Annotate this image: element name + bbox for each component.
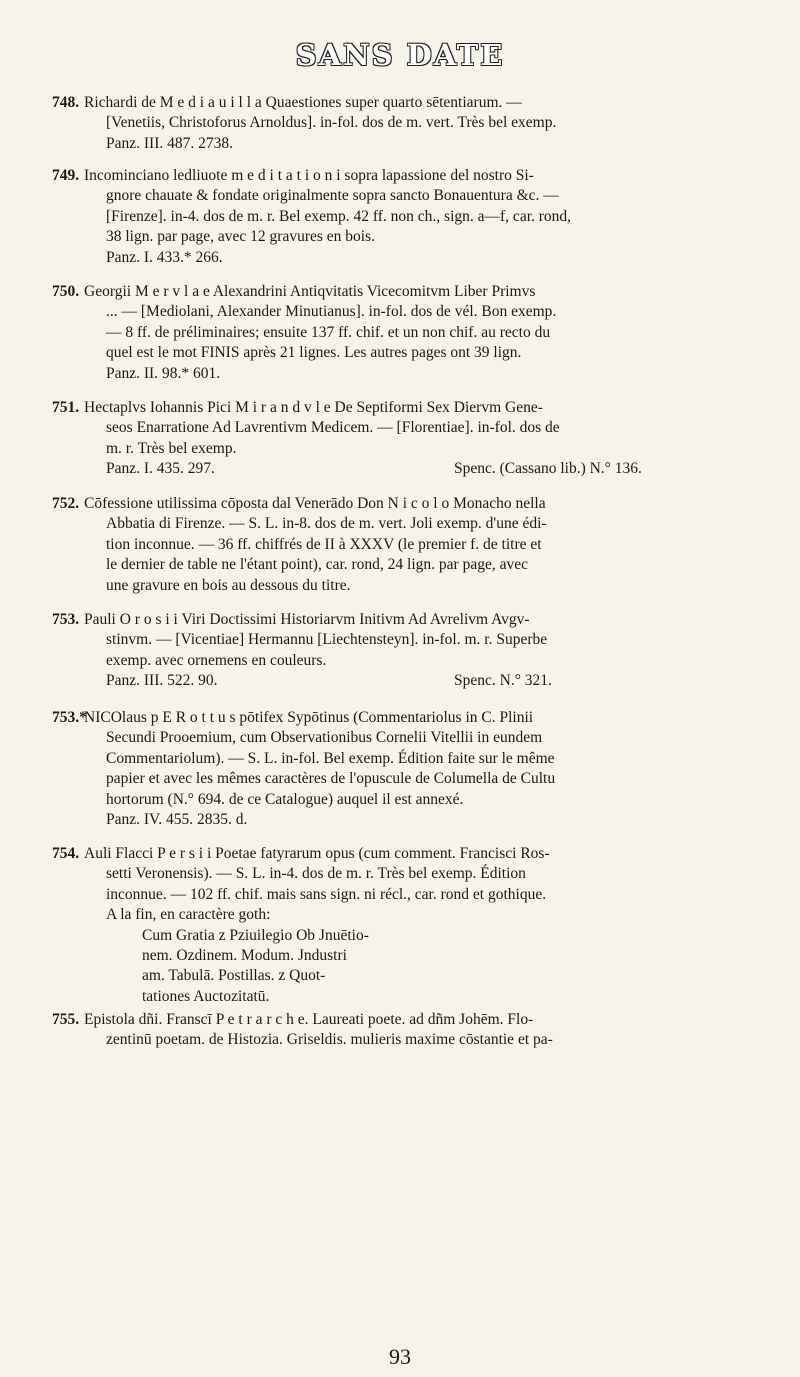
entry-line: Auli Flacci P e r s i i Poetae fatyrarum opus (cum comment. Francisci Ros-	[84, 845, 550, 862]
catalogue-entry-753	[54, 610, 766, 692]
entry-line: Richardi de M e d i a u i l l a Quaestiones super quarto sētentiarum. —	[84, 94, 522, 111]
entry-number: 753.*	[52, 709, 87, 726]
entry-line: Hectaplvs Iohannis Pici M i r a n d v l e De Septiformi Sex Diervm Gene-	[84, 399, 543, 416]
entry-line: exemp. avec ornemens en couleurs.	[106, 651, 327, 669]
entry-line: Georgii M e r v l a e Alexandrini Antiqvitatis Vicecomitvm Liber Primvs	[84, 283, 536, 300]
entry-line: inconnue. — 102 ff. chif. mais sans sign. ni récl., car. rond et gothique.	[106, 885, 547, 903]
entry-line: une gravure en bois au dessous du titre.	[106, 576, 351, 594]
page-number: 93	[389, 1344, 411, 1369]
entry-number: 750.	[52, 283, 80, 300]
entry-line: papier et avec les mêmes caractères de l'opuscule de Columella de Cultu	[106, 770, 556, 788]
entry-line: — 8 ff. de préliminaires; ensuite 137 ff. chif. et un non chif. au recto du	[106, 323, 551, 341]
page-heading: SANS DATE	[295, 38, 505, 72]
entry-reference: Panz. III. 487. 2738.	[106, 134, 233, 152]
entry-line: Secundi Prooemium, cum Observationibus Cornelii Vitellii in eundem	[106, 729, 543, 747]
entry-reference: Panz. I. 433.* 266.	[106, 248, 223, 266]
entry-number: 753.	[52, 611, 80, 628]
entry-line: [Firenze]. in-4. dos de m. r. Bel exemp. 42 ff. non ch., sign. a—f, car. rond,	[106, 207, 572, 225]
entry-line: gnore chauate & fondate originalmente sopra sancto Bonauentura &c. —	[106, 187, 559, 205]
entry-reference-spencer: Spenc. N.° 321.	[454, 672, 552, 690]
entry-line: Commentariolum). — S. L. in-fol. Bel exemp. Édition faite sur le même	[106, 749, 555, 767]
entry-number: 755.	[52, 1011, 80, 1028]
entry-line: NICOlaus p E R o t t u s pōtifex Sypōtinus (Commentariolus in C. Plinii	[84, 709, 534, 726]
colophon-line: tationes Auctozitatū.	[142, 987, 270, 1005]
entry-line: Incominciano ledliuote m e d i t a t i o n i sopra lapassione del nostro Si-	[84, 167, 534, 184]
entry-number: 748.	[52, 94, 80, 111]
entry-reference-row	[54, 671, 766, 691]
entry-reference: Panz. II. 98.* 601.	[106, 364, 221, 382]
entry-line: seos Enarratione Ad Lavrentivm Medicem. — [Florentiae]. in-fol. dos de	[106, 419, 560, 437]
entry-reference-spencer: Spenc. (Cassano lib.) N.° 136.	[454, 460, 642, 478]
entry-line: Abbatia di Firenze. — S. L. in-8. dos de m. vert. Joli exemp. d'une édi-	[106, 515, 547, 533]
catalogue-entry-752	[54, 494, 766, 596]
entry-reference: Panz. III. 522. 90.	[106, 672, 218, 690]
catalogue-entry-755	[54, 1010, 766, 1051]
colophon-line: Cum Gratia z Pziuilegio Ob Jnuētio-	[142, 926, 369, 944]
catalogue-entry-749	[54, 166, 766, 268]
entry-line: hortorum (N.° 694. de ce Catalogue) auquel il est annexé.	[106, 790, 464, 808]
catalogue-entry-748	[54, 93, 766, 154]
catalogue-entry-753-bis	[54, 708, 766, 830]
entry-line: le dernier de table ne l'étant point), car. rond, 24 lign. par page, avec	[106, 556, 528, 574]
entry-line: stinvm. — [Vicentiae] Hermannu [Liechtensteyn]. in-fol. m. r. Superbe	[106, 631, 548, 649]
entry-reference-row	[54, 459, 766, 479]
entry-line: m. r. Très bel exemp.	[106, 439, 237, 457]
entry-line: Pauli O r o s i i Viri Doctissimi Historiarvm Initivm Ad Avrelivm Avgv-	[84, 611, 530, 628]
entry-number: 752.	[52, 495, 80, 512]
entry-line: tion inconnue. — 36 ff. chiffrés de II à XXXV (le premier f. de titre et	[106, 535, 542, 553]
entry-number: 754.	[52, 845, 80, 862]
entry-number: 751.	[52, 399, 80, 416]
entry-line: setti Veronensis). — S. L. in-4. dos de m. r. Très bel exemp. Édition	[106, 865, 526, 883]
colophon-line: am. Tabulā. Postillas. z Quot-	[142, 967, 326, 985]
entry-line: ... — [Mediolani, Alexander Minutianus]. in-fol. dos de vél. Bon exemp.	[106, 303, 557, 321]
entry-number: 749.	[52, 167, 80, 184]
entry-line: Cōfessione utilissima cōposta dal Venerādo Don N i c o l o Monacho nella	[84, 495, 546, 512]
entry-line: quel est le mot FINIS après 21 lignes. Les autres pages ont 39 lign.	[106, 344, 522, 362]
entry-reference: Panz. I. 435. 297.	[106, 460, 215, 478]
entry-line: [Venetiis, Christoforus Arnoldus]. in-fol. dos de m. vert. Très bel exemp.	[106, 114, 557, 132]
entry-line: 38 lign. par page, avec 12 gravures en bois.	[106, 228, 376, 246]
entry-line: A la fin, en caractère goth:	[106, 906, 271, 924]
catalogue-entry-754	[54, 844, 766, 1007]
entry-line: Epistola dñi. Franscī P e t r a r c h e. Laureati poete. ad dñm Johēm. Flo-	[84, 1011, 534, 1028]
entry-line: zentinū poetam. de Histozia. Griseldis. mulieris maxime cōstantie et pa-	[106, 1031, 553, 1049]
catalogue-entry-751	[54, 398, 766, 480]
colophon-line: nem. Ozdinem. Modum. Jndustri	[142, 947, 347, 965]
entry-reference: Panz. IV. 455. 2835. d.	[106, 811, 248, 829]
catalogue-entry-750	[54, 282, 766, 384]
